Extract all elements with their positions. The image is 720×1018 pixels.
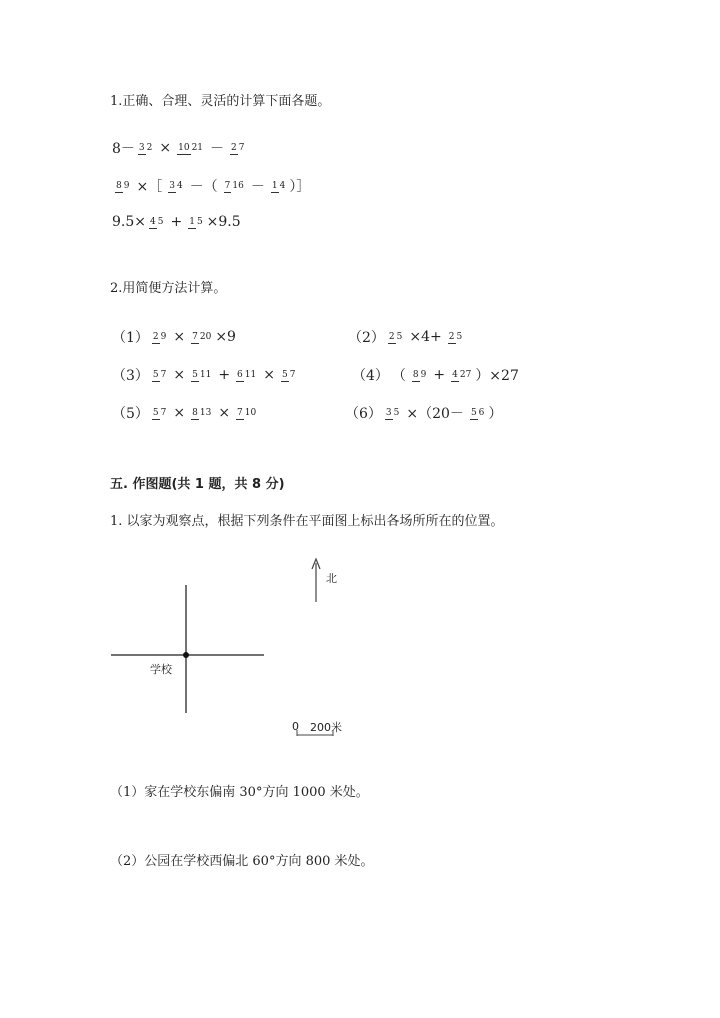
- scale-zero-label: 0: [292, 720, 299, 733]
- condition-1: （1）家在学校东偏南 30°方向 1000 米处。: [110, 785, 369, 800]
- q1-expression-2: 8 9 ×［ 3 4 －（ 7 16 － 1 4 ）］: [116, 179, 311, 195]
- north-label: 北: [326, 572, 337, 585]
- q2-title: 2.用简便方法计算。: [110, 281, 227, 296]
- q2-problem-3: （3） 5 7 × 5 11 + 6 11 × 5 7: [112, 367, 296, 384]
- section5-q1-title: 1. 以家为观察点，根据下列条件在平面图上标出各场所所在的位置。: [110, 514, 504, 529]
- q2-problem-6: （6） 3 5 ×（20－ 5 6 ）: [345, 406, 503, 422]
- school-label: 学校: [150, 663, 172, 676]
- school-point: [183, 652, 189, 658]
- q2-problem-5: （5） 5 7 × 8 13 × 7 10: [112, 405, 257, 422]
- q1-title: 1.正确、合理、灵活的计算下面各题。: [110, 94, 331, 109]
- q2-problem-1: （1） 2 9 × 7 20 ×9: [112, 329, 236, 346]
- q2-problem-2: （2） 2 5 ×4+ 2 5: [348, 329, 463, 346]
- scale-distance-label: 200米: [310, 721, 342, 734]
- q1-expression-3: 9.5× 4 5 + 1 5 ×9.5: [112, 214, 241, 230]
- q2-problem-4: （4） （ 8 9 + 4 27 ）×27: [352, 367, 519, 384]
- q1-expression-1: 8－ 3 2 × 10 21 － 2 7: [112, 140, 245, 157]
- condition-2: （2）公园在学校西偏北 60°方向 800 米处。: [110, 854, 374, 869]
- section-heading: 五. 作图题(共 1 题，共 8 分): [110, 477, 285, 492]
